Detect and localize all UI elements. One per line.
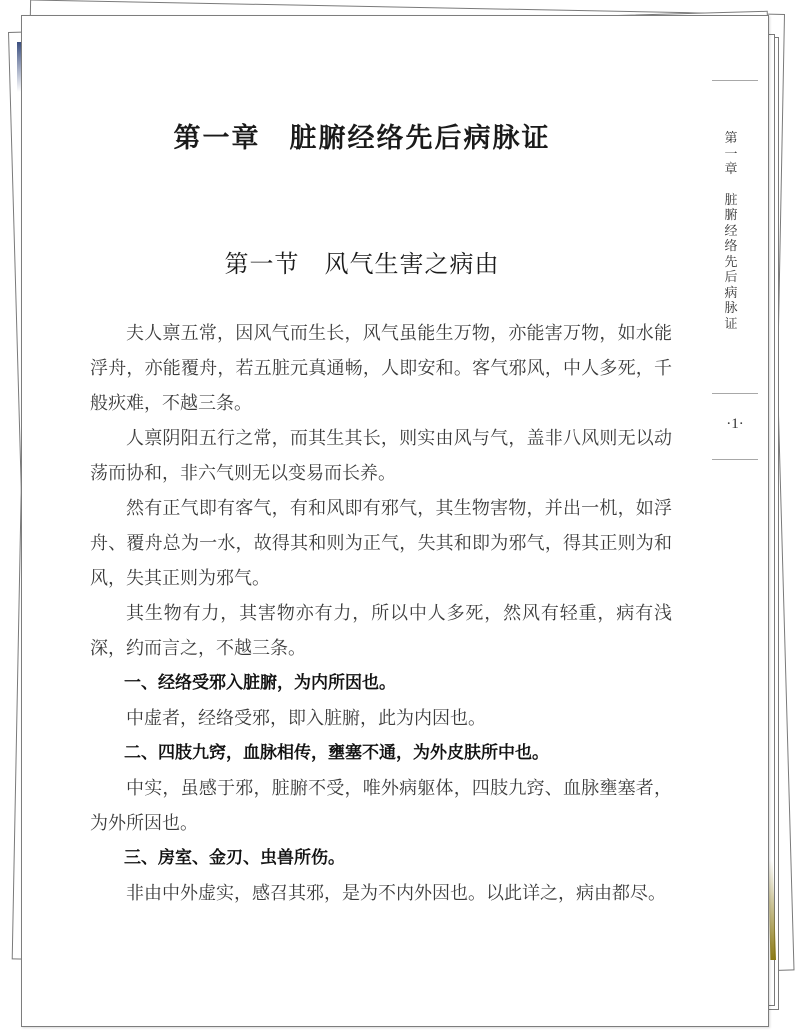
running-head-char: 后 (724, 270, 738, 285)
paragraph: 其生物有力，其害物亦有力，所以中人多死，然风有轻重，病有浅深，约而言之，不越三条。 (90, 603, 672, 659)
divider (712, 393, 758, 394)
page-number: ·1· (726, 416, 744, 432)
running-head-char: 章 (724, 162, 738, 177)
cause-heading: 一、经络受邪入脏腑，为内所因也。 (124, 673, 396, 693)
running-head (716, 131, 746, 332)
paragraph: 然有正气即有客气，有和风即有邪气，其生物害物，并出一机，如浮舟、覆舟总为一水，故得其和则为正气，失其和即为邪气，得其正则为和风，失其正则为邪气。 (90, 498, 672, 589)
body-text (90, 316, 672, 911)
divider (712, 80, 758, 81)
running-head-char: 一 (724, 146, 738, 162)
running-head-char: 第 (724, 131, 738, 146)
running-head-char: 脏 (724, 192, 738, 208)
paragraph: 夫人禀五常，因风气而生长，风气虽能生万物，亦能害万物，如水能浮舟，亦能覆舟，若五脏元真通畅，人即安和。客气邪风，中人多死，千般疢难，不越三条。 (90, 323, 672, 414)
paragraph: 人禀阴阳五行之常，而其生其长，则实由风与气，盖非八风则无以动荡而协和，非六气则无以变易而长养。 (90, 428, 672, 484)
running-head-char: 腑 (724, 208, 738, 223)
paragraph: 中实，虽感于邪，脏腑不受，唯外病躯体，四肢九窍、血脉壅塞者，为外所因也。 (90, 778, 672, 834)
running-head-char: 络 (724, 239, 738, 254)
running-head-char: 病 (724, 285, 738, 301)
cause-heading: 三、房室、金刃、虫兽所伤。 (124, 848, 345, 868)
running-head-char: 经 (724, 223, 738, 239)
running-head-char: 证 (724, 316, 738, 332)
running-head-char: 脉 (724, 301, 738, 316)
divider (712, 459, 758, 460)
section-title: 第一节 风气生害之病由 (224, 250, 500, 278)
paragraph: 中虚者，经络受邪，即入脏腑，此为内因也。 (126, 708, 486, 729)
book-page (21, 15, 769, 1027)
chapter-title: 第一章 脏腑经络先后病脉证 (173, 123, 551, 154)
cause-heading: 二、四肢九窍，血脉相传，壅塞不通，为外皮肤所中也。 (124, 743, 549, 763)
paragraph: 非由中外虚实，感召其邪，是为不内外因也。以此详之，病由都尽。 (126, 883, 666, 904)
running-head-char: 先 (724, 254, 738, 270)
